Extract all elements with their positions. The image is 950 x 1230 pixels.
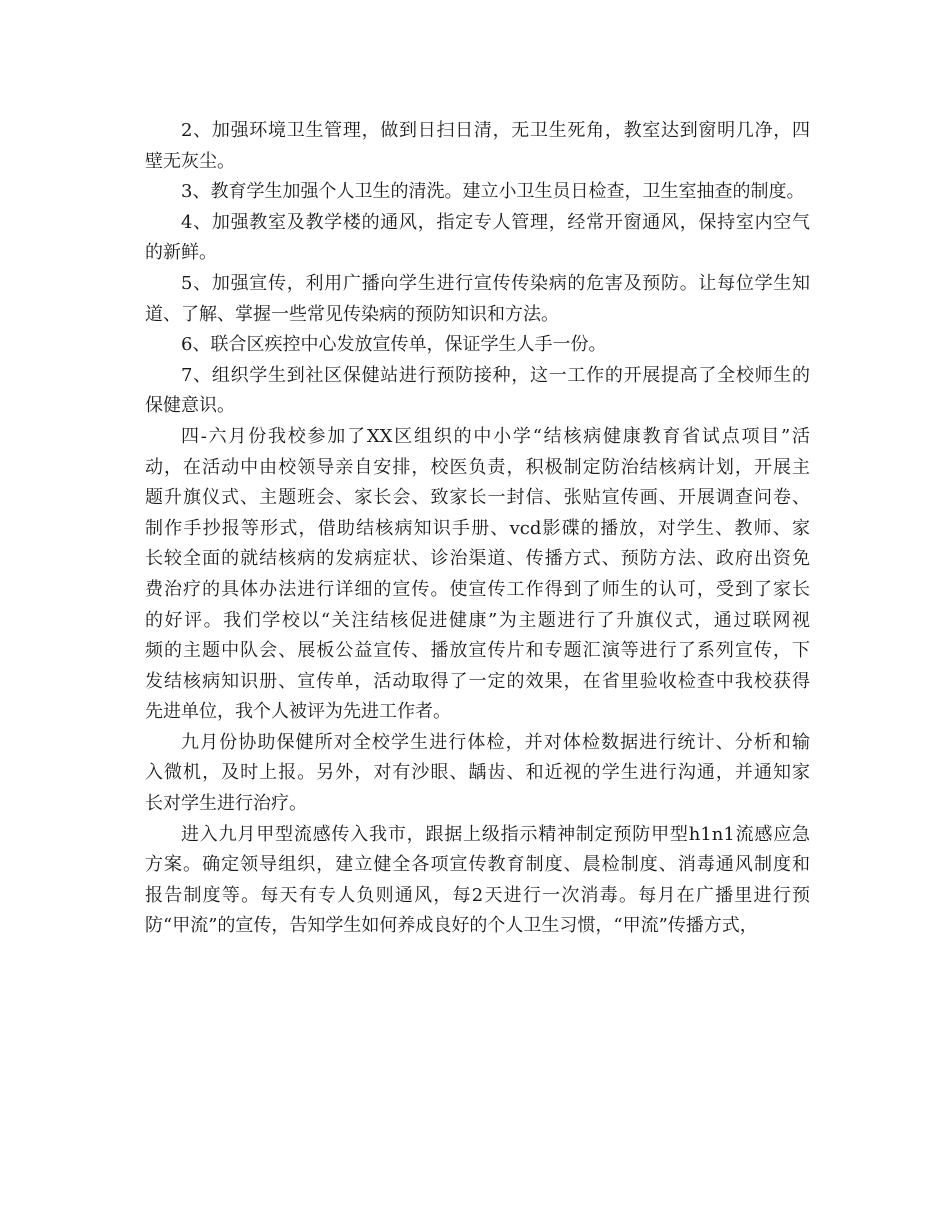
text-line: 动，在活动中由校领导亲自安排，校医负责，积极制定防治结核病计划，开展主 [145, 456, 810, 478]
text-line: 进入九月甲型流感传入我市，跟据上级指示精神制定预防甲型h1n1流感应急 [181, 823, 810, 845]
paragraph-item-5 [145, 269, 810, 330]
text-line: 四-六月份我校参加了XX区组织的中小学“结核病健康教育省试点项目”活 [181, 425, 810, 447]
paragraph-item-6 [145, 330, 810, 361]
text-line: 长较全面的就结核病的发病症状、诊治渠道、传播方式、预防方法、政府出资免 [145, 548, 810, 570]
text-line: 长对学生进行治疗。 [145, 793, 307, 815]
text-line: 报告制度等。每天有专人负则通风，每2天进行一次消毒。每月在广播里进行预 [145, 884, 810, 906]
text-line: 保健意识。 [145, 395, 235, 417]
paragraph-tb-project [145, 422, 810, 728]
text-line: 3、教育学生加强个人卫生的清洗。建立小卫生员日检查，卫生室抽查的制度。 [181, 181, 805, 203]
paragraph-h1n1 [145, 820, 810, 942]
text-line: 的新鲜。 [145, 242, 217, 264]
text-line: 道、了解、掌握一些常见传染病的预防知识和方法。 [145, 303, 559, 325]
text-line: 5、加强宣传，利用广播向学生进行宣传传染病的危害及预防。让每位学生知 [181, 272, 810, 294]
paragraph-item-3 [145, 177, 810, 208]
text-line: 制作手抄报等形式，借助结核病知识手册、vcd影碟的播放，对学生、教师、家 [145, 517, 810, 539]
text-line: 壁无灰尘。 [145, 150, 235, 172]
text-line: 2、加强环境卫生管理，做到日扫日清，无卫生死角，教室达到窗明几净，四 [181, 120, 810, 141]
text-line: 7、组织学生到社区保健站进行预防接种，这一工作的开展提高了全校师生的 [181, 364, 810, 386]
text-line: 防“甲流”的宣传，告知学生如何养成良好的个人卫生习惯，“甲流”传播方式， [145, 915, 758, 937]
paragraph-item-7 [145, 361, 810, 422]
text-line: 频的主题中队会、展板公益宣传、播放宣传片和专题汇演等进行了系列宣传，下 [145, 640, 810, 662]
text-line: 6、联合区疾控中心发放宣传单，保证学生人手一份。 [181, 334, 607, 356]
paragraph-item-2 [145, 116, 810, 177]
text-line: 先进单位，我个人被评为先进工作者。 [145, 701, 451, 723]
text-line: 题升旗仪式、主题班会、家长会、致家长一封信、张贴宣传画、开展调查问卷、 [145, 487, 810, 509]
text-line: 九月份协助保健所对全校学生进行体检，并对体检数据进行统计、分析和输 [181, 731, 810, 753]
text-line: 方案。确定领导组织，建立健全各项宣传教育制度、晨检制度、消毒通风制度和 [145, 854, 810, 876]
text-line: 的好评。我们学校以“关注结核促进健康”为主题进行了升旗仪式，通过联网视 [145, 609, 810, 631]
text-line: 入微机，及时上报。另外，对有沙眼、龋齿、和近视的学生进行沟通，并通知家 [145, 762, 810, 784]
text-line: 发结核病知识册、宣传单，活动取得了一定的效果，在省里验收检查中我校获得 [145, 670, 810, 692]
paragraph-checkup [145, 728, 810, 820]
document-body [145, 116, 810, 942]
paragraph-item-4 [145, 208, 810, 269]
text-line: 4、加强教室及教学楼的通风，指定专人管理，经常开窗通风，保持室内空气 [181, 211, 810, 233]
text-line: 费治疗的具体办法进行详细的宣传。使宣传工作得到了师生的认可，受到了家长 [145, 578, 810, 600]
